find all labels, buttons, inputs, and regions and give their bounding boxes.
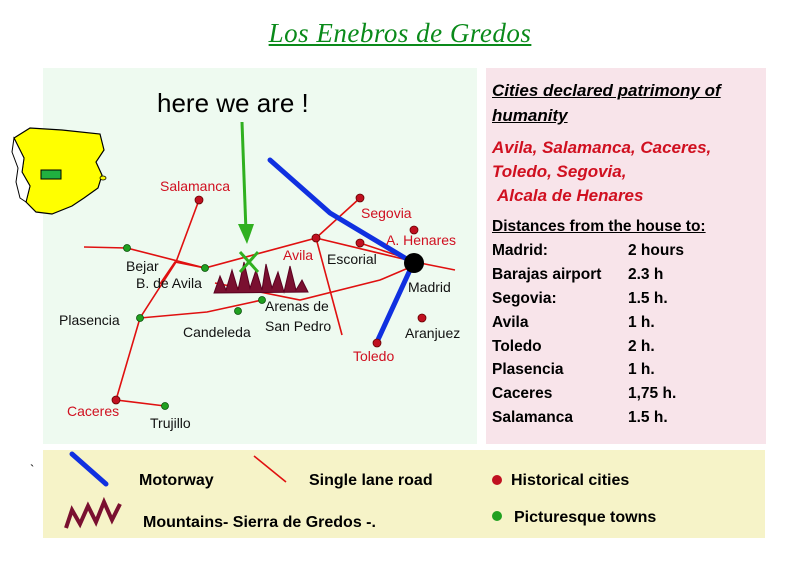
legend-motorway-label: Motorway xyxy=(139,472,214,489)
label-caceres: Caceres xyxy=(67,403,120,419)
info-cities xyxy=(492,136,762,208)
legend-road-label: Single lane road xyxy=(309,472,433,489)
dot-escorial xyxy=(356,239,364,247)
info-cities-line3: Alcala de Henares xyxy=(497,186,644,205)
legend-tick-mark: ` xyxy=(30,462,35,477)
dot-plasencia xyxy=(137,315,144,322)
info-heading-line1: Cities declared patrimony of xyxy=(492,81,721,100)
distance-time: 1.5 h. xyxy=(628,409,668,426)
distances-heading: Distances from the house to: xyxy=(492,218,706,235)
distance-row xyxy=(492,361,655,379)
label-toledo: Toledo xyxy=(353,348,395,364)
distance-time: 2 h. xyxy=(628,338,655,355)
dot-segovia xyxy=(356,194,364,202)
distance-place: Plasencia xyxy=(492,361,564,378)
dot-trujillo xyxy=(162,403,169,410)
spain-map-icon xyxy=(12,128,106,214)
distance-row xyxy=(492,266,664,284)
distance-time: 2 hours xyxy=(628,242,684,259)
dot-candeleda xyxy=(235,308,242,315)
dot-avila xyxy=(312,234,320,242)
legend-picturesque-label: Picturesque towns xyxy=(514,509,657,526)
distance-time: 1 h. xyxy=(628,314,655,331)
label-salamanca: Salamanca xyxy=(160,178,231,194)
dot-aranjuez xyxy=(418,314,426,322)
distance-row xyxy=(492,314,655,332)
distance-time: 1,75 h. xyxy=(628,385,677,402)
here-label: here we are ! xyxy=(157,88,309,118)
legend-road-icon xyxy=(254,456,286,482)
distance-row xyxy=(492,385,677,403)
distance-row xyxy=(492,338,655,356)
distance-place: Salamanca xyxy=(492,409,573,426)
label-madrid: Madrid xyxy=(408,279,451,295)
house-marker-icon xyxy=(240,252,258,272)
label-trujillo: Trujillo xyxy=(150,415,191,431)
here-arrow xyxy=(238,122,254,244)
info-heading xyxy=(492,78,762,128)
dot-barco-de-avila xyxy=(202,265,209,272)
distance-place: Toledo xyxy=(492,338,542,355)
distance-time: 1 h. xyxy=(628,361,655,378)
label-candeleda: Candeleda xyxy=(183,324,251,340)
dot-bejar xyxy=(124,245,131,252)
label-avila: Avila xyxy=(283,247,314,263)
distance-place: Segovia: xyxy=(492,290,557,307)
info-heading-line2: humanity xyxy=(492,106,568,125)
info-cities-line2: Toledo, Segovia, xyxy=(492,162,627,181)
distance-place: Barajas airport xyxy=(492,266,602,283)
label-arenas: Arenas de xyxy=(265,298,329,314)
page-title: Los Enebros de Gredos xyxy=(268,18,532,48)
distance-row xyxy=(492,409,668,427)
distance-row xyxy=(492,242,684,260)
mountains-sierra-de-gredos xyxy=(214,262,308,293)
legend-motorway-icon xyxy=(72,454,106,484)
label-segovia: Segovia xyxy=(361,205,412,221)
legend-mountains-icon xyxy=(66,502,120,528)
legend-historical-label: Historical cities xyxy=(511,472,630,489)
madrid-marker xyxy=(404,253,424,273)
region-marker xyxy=(41,170,61,179)
label-alcala: A. Henares xyxy=(386,232,457,248)
label-barco-de-avila: B. de Avila xyxy=(136,275,202,291)
legend-town-dot-icon xyxy=(492,511,502,521)
label-plasencia: Plasencia xyxy=(59,312,120,328)
distance-place: Caceres xyxy=(492,385,553,402)
legend-historical-dot-icon xyxy=(492,475,502,485)
distance-place: Madrid: xyxy=(492,242,548,259)
distance-time: 2.3 h xyxy=(628,266,664,283)
dot-toledo xyxy=(373,339,381,347)
label-san-pedro: San Pedro xyxy=(265,318,332,334)
dot-salamanca xyxy=(195,196,203,204)
info-cities-line1: Avila, Salamanca, Caceres, xyxy=(492,138,712,157)
distance-row xyxy=(492,290,668,308)
label-aranjuez: Aranjuez xyxy=(405,325,461,341)
distance-time: 1.5 h. xyxy=(628,290,668,307)
distance-place: Avila xyxy=(492,314,529,331)
label-escorial: Escorial xyxy=(327,251,377,267)
label-bejar: Bejar xyxy=(126,258,159,274)
legend-mountains-label: Mountains- Sierra de Gredos -. xyxy=(143,514,376,531)
